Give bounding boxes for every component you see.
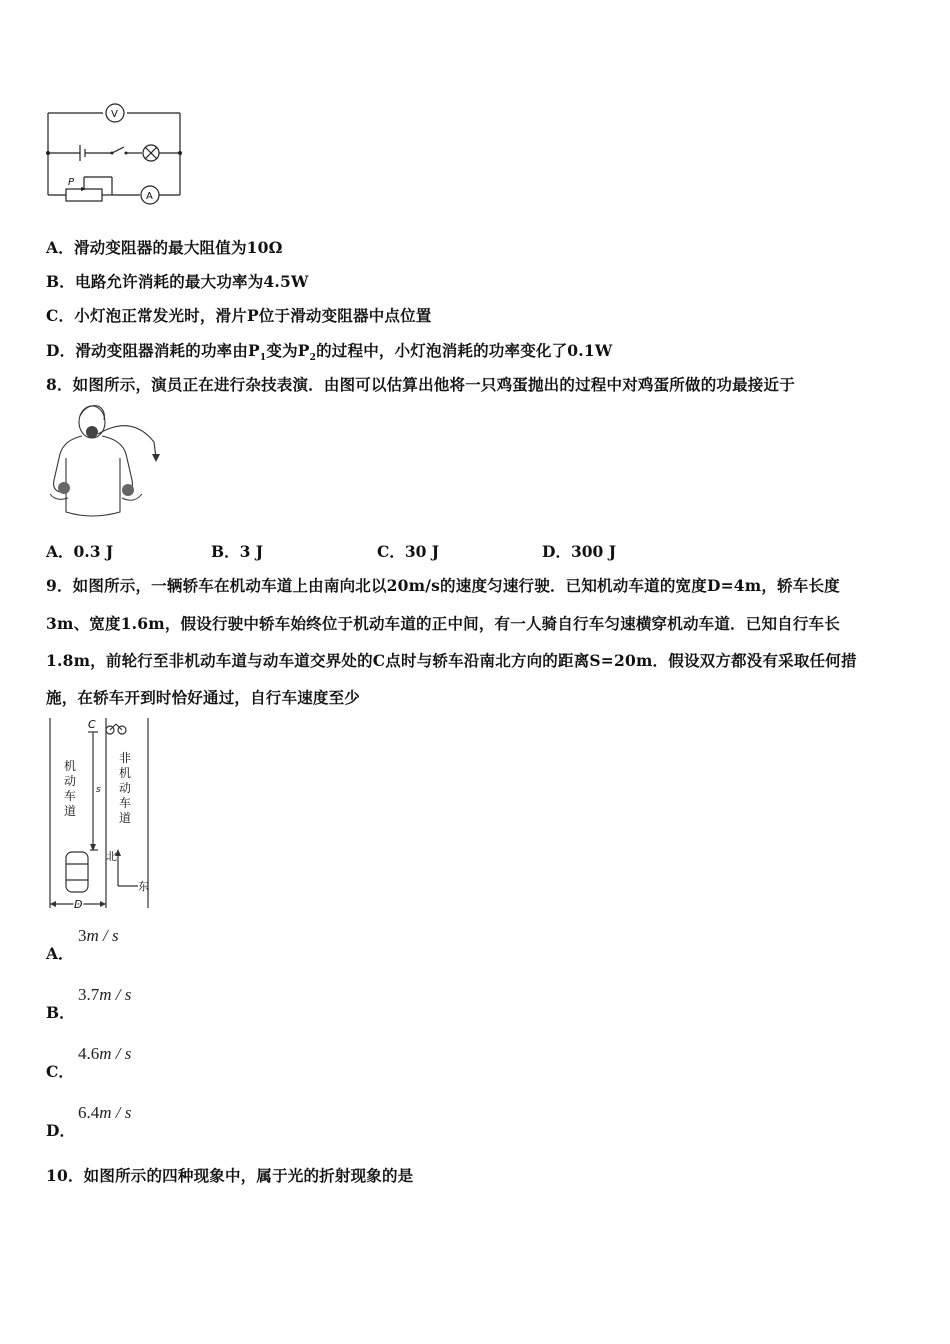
option-text: 滑动变阻器消耗的功率由P: [75, 341, 260, 360]
subscript: 2: [309, 353, 317, 364]
q9-option-d-value: [78, 1103, 131, 1123]
value-unit: m / s: [99, 1103, 132, 1122]
q8-stem: 8．如图所示，演员正在进行杂技表演．由图可以估算出他将一只鸡蛋抛出的过程中对鸡蛋所做的功最接近于: [46, 375, 795, 394]
q8-option-b: B．3 J: [211, 542, 264, 561]
nonmotor-lane-char-3: 动: [119, 781, 132, 795]
option-letter: D．: [46, 341, 76, 360]
option-text: 滑动变阻器的最大阻值为10Ω: [73, 238, 283, 257]
q9-option-d-letter: D．: [46, 1121, 75, 1140]
subscript: 1: [259, 353, 267, 364]
east-label: 东: [138, 880, 149, 893]
distance-s-label: s: [96, 785, 101, 795]
circuit-diagram: [40, 95, 190, 210]
road-diagram: [44, 714, 154, 914]
voltmeter-label: V: [111, 109, 118, 120]
nonmotor-lane-char-4: 车: [119, 796, 132, 810]
q9-stem-line-1: 9．如图所示，一辆轿车在机动车道上由南向北以20m/s的速度匀速行驶．已知机动车道的宽度D=4m，轿车长度: [46, 576, 840, 595]
nonmotor-lane-char-5: 道: [119, 811, 132, 825]
value-number: 6.4: [78, 1103, 100, 1122]
value-unit: m / s: [99, 985, 132, 1004]
nonmotor-lane-char-1: 非: [119, 751, 132, 765]
q8-option-c: C．30 J: [377, 542, 440, 561]
q9-option-b-value: [78, 985, 131, 1005]
value-number: 3.7: [78, 985, 100, 1004]
option-text: 的过程中，小灯泡消耗的功率变化了0.1W: [316, 341, 613, 360]
nonmotor-lane-char-2: 机: [119, 766, 132, 780]
option-text: 电路允许消耗的最大功率为4.5W: [75, 272, 309, 291]
option-letter: B．: [46, 272, 76, 291]
q10-stem: 10．如图所示的四种现象中，属于光的折射现象的是: [46, 1166, 414, 1185]
north-label: 北: [106, 850, 117, 863]
value-unit: m / s: [86, 926, 119, 945]
q7-option-b: [46, 270, 309, 292]
value-number: 3: [78, 926, 87, 945]
motor-lane-char-1: 机: [64, 759, 77, 773]
q8-option-d: D．300 J: [542, 542, 617, 561]
width-d-label: D: [74, 898, 83, 911]
option-text: 变为P: [266, 341, 310, 360]
motor-lane-char-4: 道: [64, 804, 77, 818]
option-text: 小灯泡正常发光时，滑片P位于滑动变阻器中点位置: [74, 306, 432, 325]
value-number: 4.6: [78, 1044, 100, 1063]
motor-lane-char-3: 车: [64, 789, 77, 803]
option-letter: C．: [46, 306, 75, 325]
ammeter-label: A: [146, 191, 153, 202]
q8-option-a: A．0.3 J: [46, 542, 114, 561]
option-letter: A．: [46, 238, 74, 257]
motor-lane-char-2: 动: [64, 774, 77, 788]
q9-option-b-letter: B．: [46, 1003, 75, 1022]
value-unit: m / s: [99, 1044, 132, 1063]
q9-stem-line-3: 1.8m，前轮行至非机动车道与动车道交界处的C点时与轿车沿南北方向的距离S=20m．假设双方都没有采取任何措: [46, 651, 857, 670]
q9-stem-line-2: 3m、宽度1.6m，假设行驶中轿车始终位于机动车道的正中间，有一人骑自行车匀速横穿机动车道．已知自行车长: [46, 614, 840, 633]
q7-option-c: [46, 304, 432, 326]
q9-stem-line-4: 施，在轿车开到时恰好通过，自行车速度至少: [46, 688, 361, 707]
q9-option-c-letter: C．: [46, 1062, 74, 1081]
q7-option-d: [46, 339, 612, 363]
q9-option-c-value: [78, 1044, 131, 1064]
q7-option-a: [46, 236, 283, 258]
point-c-label: C: [88, 718, 96, 731]
q9-option-a-value: [78, 926, 119, 946]
q9-option-a-letter: A．: [46, 944, 74, 963]
slider-label: P: [68, 177, 75, 188]
juggler-figure: [42, 402, 167, 524]
